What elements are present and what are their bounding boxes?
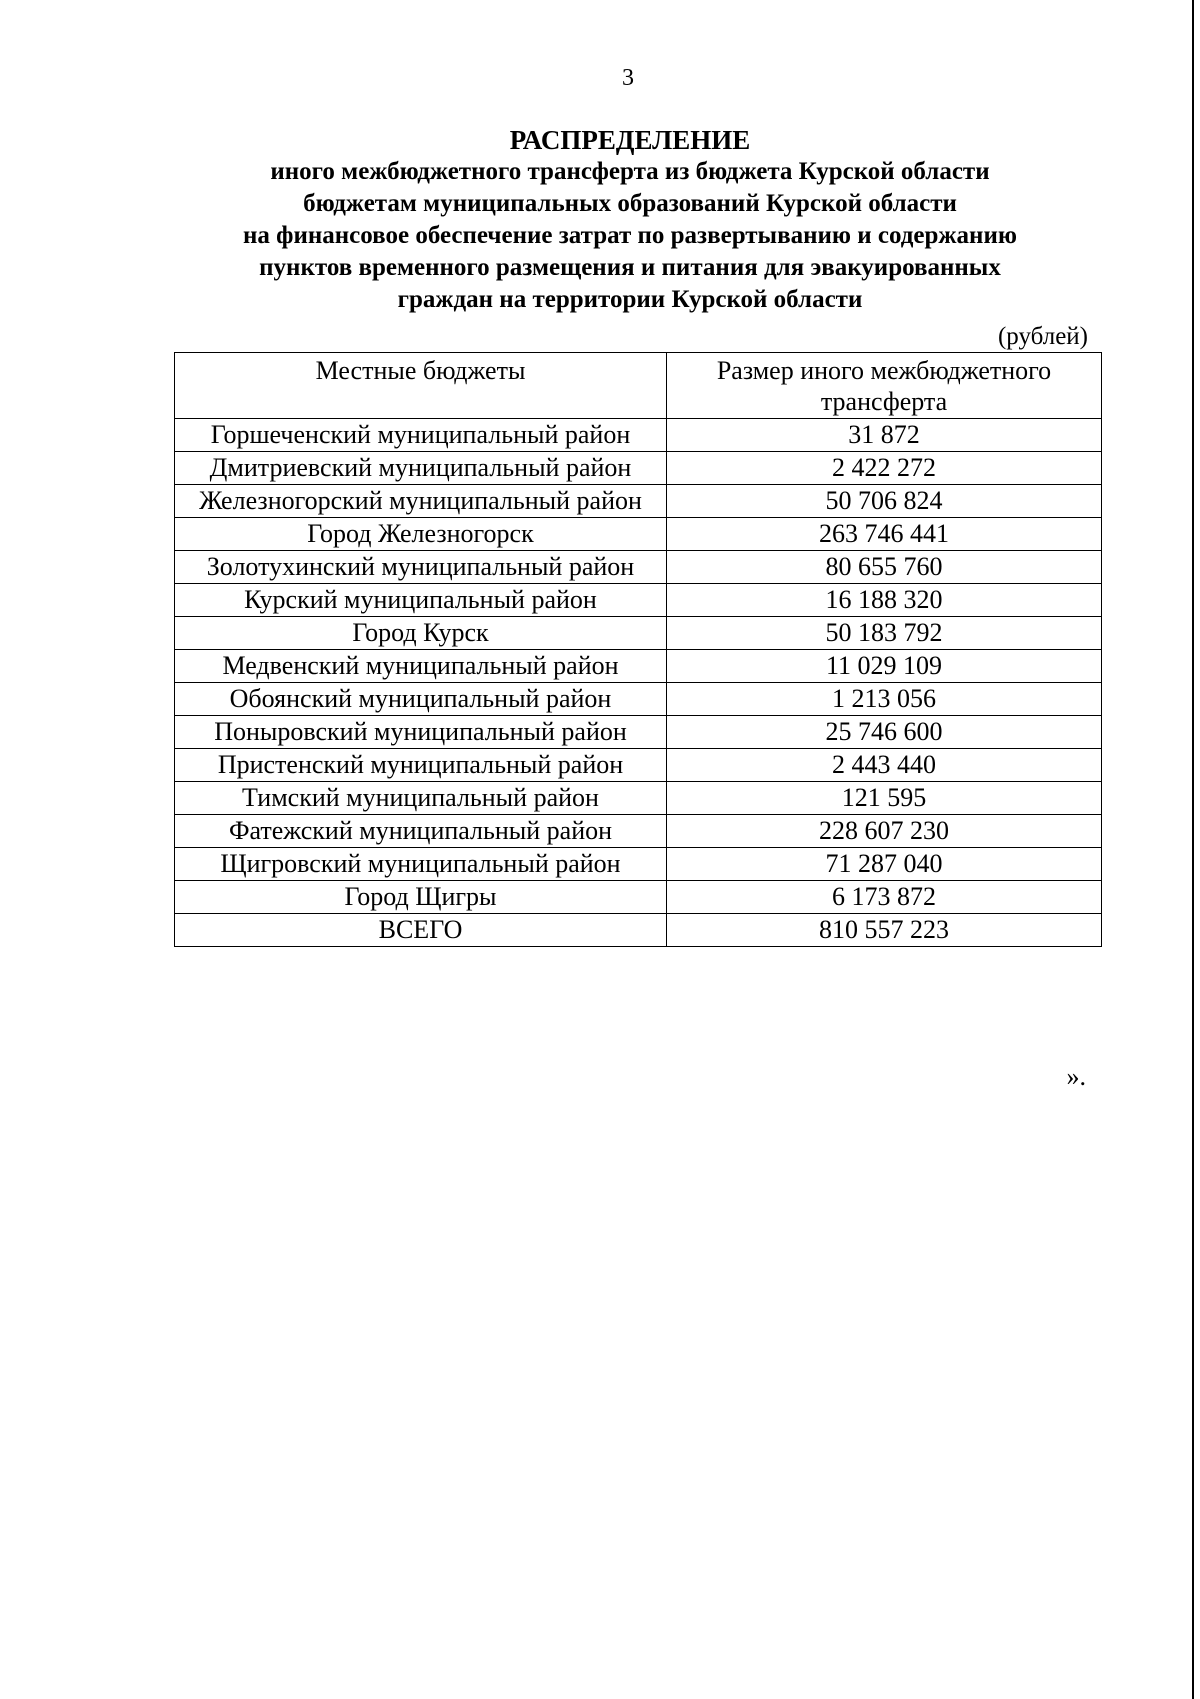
- budget-name-cell: Пристенский муниципальный район: [175, 749, 667, 782]
- heading-line: пунктов временного размещения и питания для эвакуированных: [259, 254, 1001, 281]
- unit-note: (рублей): [997, 323, 1088, 350]
- budget-name-cell: Медвенский муниципальный район: [175, 650, 667, 683]
- table-row: [175, 881, 1102, 914]
- transfer-amount-cell: 50 706 824: [667, 485, 1102, 518]
- closing-quote-mark: ».: [1066, 1062, 1086, 1091]
- budget-name-cell: Золотухинский муниципальный район: [175, 551, 667, 584]
- transfer-amount-cell: 11 029 109: [667, 650, 1102, 683]
- transfer-amount-cell: 50 183 792: [667, 617, 1102, 650]
- budget-name-cell: Город Щигры: [175, 881, 667, 914]
- table-row: [175, 914, 1102, 947]
- table-row: [175, 452, 1102, 485]
- heading-line: иного межбюджетного трансферта из бюджета Курской области: [270, 158, 990, 185]
- transfer-amount-cell: 25 746 600: [667, 716, 1102, 749]
- page-edge-line: [1192, 0, 1194, 1699]
- header-local-budgets: Местные бюджеты: [175, 353, 667, 419]
- transfer-amount-cell: 121 595: [667, 782, 1102, 815]
- table-row: [175, 485, 1102, 518]
- table-header-row: [175, 353, 1102, 419]
- table-row: [175, 848, 1102, 881]
- budget-name-cell: ВСЕГО: [175, 914, 667, 947]
- page-number: 3: [622, 65, 634, 91]
- transfer-amount-cell: 2 443 440: [667, 749, 1102, 782]
- budget-name-cell: Дмитриевский муниципальный район: [175, 452, 667, 485]
- budget-name-cell: Фатежский муниципальный район: [175, 815, 667, 848]
- transfer-amount-cell: 31 872: [667, 419, 1102, 452]
- table-row: [175, 716, 1102, 749]
- budget-name-cell: Город Железногорск: [175, 518, 667, 551]
- heading-title: РАСПРЕДЕЛЕНИЕ: [509, 125, 751, 155]
- transfer-amount-cell: 810 557 223: [667, 914, 1102, 947]
- budget-name-cell: Горшеченский муниципальный район: [175, 419, 667, 452]
- document-heading: [160, 124, 1100, 316]
- table-row: [175, 584, 1102, 617]
- heading-line: на финансовое обеспечение затрат по развертыванию и содержанию: [243, 222, 1017, 249]
- transfer-amount-cell: 71 287 040: [667, 848, 1102, 881]
- table-row: [175, 551, 1102, 584]
- table-row: [175, 815, 1102, 848]
- header-transfer-amount: Размер иного межбюджетного трансферта: [667, 353, 1102, 419]
- transfer-amount-cell: 16 188 320: [667, 584, 1102, 617]
- budget-name-cell: Поныровский муниципальный район: [175, 716, 667, 749]
- budget-name-cell: Железногорский муниципальный район: [175, 485, 667, 518]
- heading-line: бюджетам муниципальных образований Курской области: [303, 190, 957, 217]
- table-row: [175, 518, 1102, 551]
- table-row: [175, 683, 1102, 716]
- transfer-amount-cell: 263 746 441: [667, 518, 1102, 551]
- table-row: [175, 617, 1102, 650]
- transfer-amount-cell: 1 213 056: [667, 683, 1102, 716]
- transfer-amount-cell: 6 173 872: [667, 881, 1102, 914]
- table-row: [175, 749, 1102, 782]
- table-row: [175, 782, 1102, 815]
- table-row: [175, 650, 1102, 683]
- transfer-amount-cell: 228 607 230: [667, 815, 1102, 848]
- table-body: [175, 419, 1102, 947]
- budget-name-cell: Тимский муниципальный район: [175, 782, 667, 815]
- budget-name-cell: Щигровский муниципальный район: [175, 848, 667, 881]
- transfer-amount-cell: 80 655 760: [667, 551, 1102, 584]
- budget-name-cell: Город Курск: [175, 617, 667, 650]
- table-row: [175, 419, 1102, 452]
- budget-name-cell: Обоянский муниципальный район: [175, 683, 667, 716]
- distribution-table: [174, 352, 1102, 947]
- heading-line: граждан на территории Курской области: [397, 286, 863, 313]
- budget-name-cell: Курский муниципальный район: [175, 584, 667, 617]
- transfer-amount-cell: 2 422 272: [667, 452, 1102, 485]
